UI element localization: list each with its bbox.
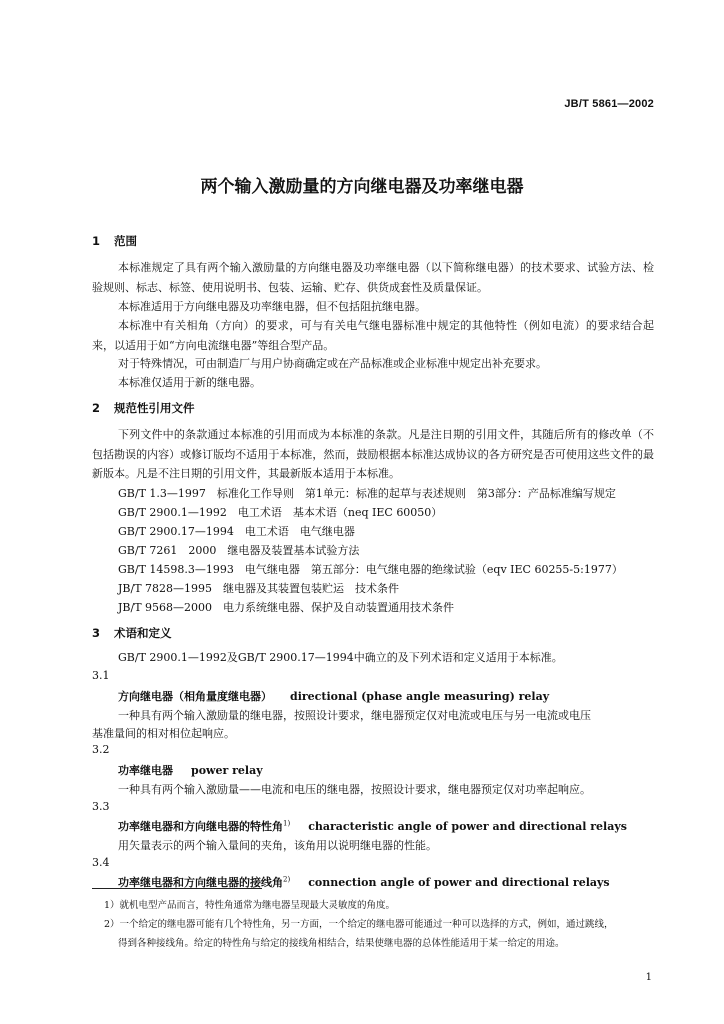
scope-paragraph: 本标准规定了具有两个输入激励量的方向继电器及功率继电器（以下简称继电器）的技术要求、试验方法、检验规则、标志、标签、使用说明书、包装、运输、贮存、供货成套性及质量保证。 [92,261,654,294]
section-title: 规范性引用文件 [114,401,195,415]
section-number: 1 [92,234,101,248]
term-number: 3.4 [92,856,110,869]
section-title: 范围 [114,234,137,248]
term-heading [118,818,627,834]
section-number: 3 [92,626,101,640]
term-english: directional (phase angle measuring) relay [290,690,550,703]
footnote-2-continued: 得到各种接线角。给定的特性角与给定的接线角相结合，结果使继电器的总体性能适用于某一给定的用途。 [118,938,565,949]
term-heading [118,762,263,778]
document-title: 两个输入激励量的方向继电器及功率继电器 [200,177,524,197]
reference-item: GB/T 2900.17—1994 电工术语 电气继电器 [118,525,355,538]
term-chinese: 功率继电器 [118,764,173,777]
term-english: power relay [191,764,263,777]
term-definition: 用矢量表示的两个输入量间的夹角，该角用以说明继电器的性能。 [118,839,437,852]
term-number: 3.3 [92,800,110,813]
footnote-ref: 2) [283,875,291,884]
term-definition: 一种具有两个输入激励量的继电器，按照设计要求，继电器预定仅对电流或电压与另一电流或电压 [118,709,591,722]
reference-item: GB/T 2900.1—1992 电工术语 基本术语（neq IEC 60050） [118,506,443,519]
term-chinese: 方向继电器（相角量度继电器） [118,690,272,703]
section-2-heading [92,400,195,416]
term-definition: 一种具有两个输入激励量——电流和电压的继电器，按照设计要求，继电器预定仅对功率起响应。 [118,783,591,796]
scope-paragraph: 本标准中有关相角（方向）的要求，可与有关电气继电器标准中规定的其他特性（例如电流）的要求结合起来，以适用于如“方向电流继电器”等组合型产品。 [92,319,654,352]
term-chinese: 功率继电器和方向继电器的接线角 [118,876,283,889]
term-chinese: 功率继电器和方向继电器的特性角 [118,820,283,833]
reference-item: GB/T 14598.3—1993 电气继电器 第五部分：电气继电器的绝缘试验（eqv IEC 60255-5:1977） [118,563,623,576]
term-number: 3.2 [92,743,110,756]
page-number: 1 [645,972,652,983]
term-definition: 基准量间的相对相位起响应。 [92,727,235,740]
term-number: 3.1 [92,669,110,682]
reference-item: JB/T 9568—2000 电力系统继电器、保护及自动装置通用技术条件 [118,601,455,614]
section-3-heading [92,625,172,641]
term-english: characteristic angle of power and directional relays [308,820,627,833]
footnote-1: 1）就机电型产品而言，特性角通常为继电器呈现最大灵敏度的角度。 [104,900,396,911]
section-1-heading [92,233,137,249]
scope-paragraph: 本标准仅适用于新的继电器。 [118,376,261,389]
footnote-2: 2）一个给定的继电器可能有几个特性角，另一方面，一个给定的继电器可能通过一种可以选择的方式，例如，通过跳线， [104,919,614,930]
references-intro: 下列文件中的条款通过本标准的引用而成为本标准的条款。凡是注日期的引用文件，其随后所有的修改单（不包括勘误的内容）或修订版均不适用于本标准，然而，鼓励根据本标准达成协议的各方研究是否可使用这些文件的最新版本。凡是不注日期的引用文件，其最新版本适用于本标准。 [92,428,654,480]
standard-code: JB/T 5861—2002 [564,98,654,110]
scope-paragraph: 本标准适用于方向继电器及功率继电器，但不包括阻抗继电器。 [118,300,426,313]
scope-paragraph: 对于特殊情况，可由制造厂与用户协商确定或在产品标准或企业标准中规定出补充要求。 [118,357,547,370]
terms-intro: GB/T 2900.1—1992及GB/T 2900.17—1994中确立的及下列术语和定义适用于本标准。 [118,651,563,664]
section-number: 2 [92,401,101,415]
footnote-ref: 1) [283,819,291,828]
footnote-divider [92,888,262,889]
reference-item: GB/T 7261 2000 继电器及装置基本试验方法 [118,544,360,557]
term-heading [118,688,549,704]
reference-item: GB/T 1.3—1997 标准化工作导则 第1单元：标准的起草与表述规则 第3部分：产品标准编写规定 [118,487,616,500]
term-english: connection angle of power and directional relays [308,876,610,889]
reference-item: JB/T 7828—1995 继电器及其装置包装贮运 技术条件 [118,582,400,595]
section-title: 术语和定义 [114,626,172,640]
